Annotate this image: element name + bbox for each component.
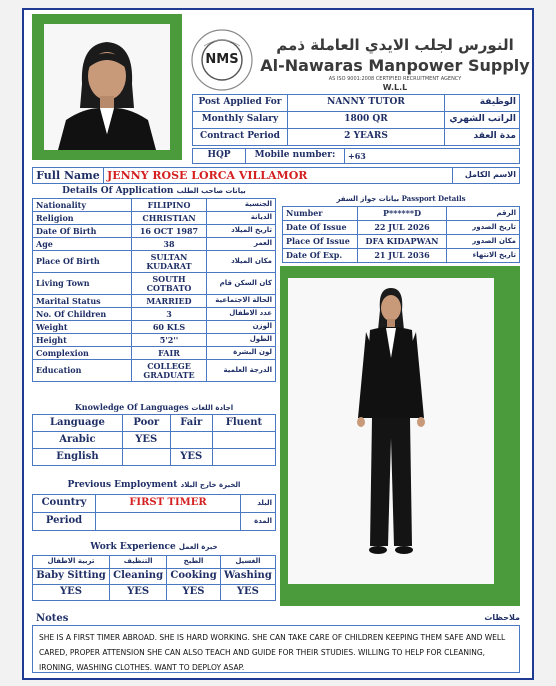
details-label-ar: كان السكن قام [207, 273, 276, 295]
lang-english-poor [122, 449, 170, 466]
exp-ar-washing: الغسيل [220, 556, 275, 569]
details-label-ar: الحالة الاجتماعية [207, 295, 276, 308]
country-label-ar: البلد [241, 495, 276, 513]
full-body-photo [288, 278, 494, 584]
details-label-ar: لون البشرة [207, 347, 276, 360]
lang-header-language: Language [33, 415, 123, 432]
details-row [33, 238, 276, 251]
lang-header-poor: Poor [122, 415, 170, 432]
country-label: Country [33, 495, 96, 513]
company-logo [190, 28, 254, 92]
notes-label-ar: ملاحظات [484, 613, 520, 622]
exp-label-cooking: Cooking [167, 569, 221, 585]
passport-label: Date Of Exp. [283, 249, 358, 263]
contact-table [192, 148, 520, 164]
country-value: FIRST TIMER [96, 495, 241, 513]
passport-label: Date Of Issue [283, 221, 358, 235]
salary-value: 1800 QR [288, 112, 445, 129]
details-value: CHRISTIAN [132, 212, 207, 225]
details-row [33, 295, 276, 308]
details-label-ar: تاريخ الميلاد [207, 225, 276, 238]
details-label: Nationality [33, 199, 132, 212]
lang-header-fluent: Fluent [212, 415, 275, 432]
passport-label: Number [283, 207, 358, 221]
details-value: FAIR [132, 347, 207, 360]
exp-value-washing: YES [220, 585, 275, 601]
details-row [33, 321, 276, 334]
details-row [33, 308, 276, 321]
exp-value-babysitting: YES [33, 585, 110, 601]
experience-table [32, 555, 276, 601]
exp-ar-cleaning: التنظيف [109, 556, 166, 569]
headshot-frame [32, 14, 182, 160]
passport-label-ar: مكان الصدور [447, 235, 520, 249]
details-label-ar: الطول [207, 334, 276, 347]
post-label-ar: الوظيفة [445, 95, 520, 112]
salary-label: Monthly Salary [193, 112, 288, 129]
passport-row [283, 249, 520, 263]
lang-header-fair: Fair [170, 415, 212, 432]
details-value: SOUTH COTBATO [132, 273, 207, 295]
details-row [33, 347, 276, 360]
details-label-ar: العمر [207, 238, 276, 251]
passport-label-ar: الرقم [447, 207, 520, 221]
details-row [33, 225, 276, 238]
details-label: Place Of Birth [33, 251, 132, 273]
details-row [33, 251, 276, 273]
details-table [32, 198, 276, 382]
period-label-ar: المدة [241, 513, 276, 531]
details-label-ar: عدد الاطفال [207, 308, 276, 321]
application-sheet [22, 8, 534, 680]
details-label-ar: الوزن [207, 321, 276, 334]
contract-label: Contract Period [193, 129, 288, 146]
languages-title: Knowledge Of Languages اجادة اللغات [74, 402, 234, 412]
passport-table [282, 206, 520, 263]
details-label: Marital Status [33, 295, 132, 308]
details-value: FILIPINO [132, 199, 207, 212]
details-value: 60 KLS [132, 321, 207, 334]
passport-label: Place Of Issue [283, 235, 358, 249]
details-row [33, 212, 276, 225]
full-name-value: JENNY ROSE LORCA VILLAMOR [104, 168, 453, 184]
logo-text: NMS [205, 52, 239, 67]
details-value: 3 [132, 308, 207, 321]
salary-label-ar: الراتب الشهري [445, 112, 520, 129]
passport-title: بيانات جواز السفر Passport Details [336, 194, 466, 203]
lang-english-fluent [212, 449, 275, 466]
post-label: Post Applied For [193, 95, 288, 112]
passport-value: DFA KIDAPWAN [358, 235, 447, 249]
exp-ar-babysitting: تربية الاطفال [33, 556, 110, 569]
passport-row [283, 221, 520, 235]
company-name-ar: النورس لجلب الايدي العاملة ذمم [276, 36, 514, 54]
full-body-frame [280, 266, 520, 606]
lang-arabic: Arabic [33, 432, 123, 449]
employment-table [32, 494, 276, 531]
details-value: 38 [132, 238, 207, 251]
passport-label-ar: تاريخ الصدور [447, 221, 520, 235]
details-label: Height [33, 334, 132, 347]
exp-label-babysitting: Baby Sitting [33, 569, 110, 585]
exp-value-cleaning: YES [109, 585, 166, 601]
details-label: No. Of Children [33, 308, 132, 321]
exp-ar-cooking: الطبخ [167, 556, 221, 569]
lang-english: English [33, 449, 123, 466]
details-title: Details Of Application بيانات صاحب الطلب [62, 186, 246, 196]
iso-note: AS ISO 9001:2008 CERTIFIED RECRUITMENT AGENCY [328, 76, 462, 82]
notes-text: SHE IS A FIRST TIMER ABROAD. SHE IS HARD WORKING. SHE CAN TAKE CARE OF CHILDREN KEEPING THEM SAFE AND WELL CARED, PROPER ATTENSION SHE CAN ALSO TEACH AND GUIDE FOR THEIR STUDIES. WILLING TO HELP FOR CLEANING, IRONING, WASHING CLOTHES. WANT TO DEPLOY ASAP. [32, 625, 520, 673]
experience-title: Work Experience خبرة العمل [90, 542, 218, 552]
post-value: NANNY TUTOR [288, 95, 445, 112]
details-row [33, 360, 276, 382]
details-row [33, 334, 276, 347]
passport-value: 22 JUL 2026 [358, 221, 447, 235]
details-label: Education [33, 360, 132, 382]
full-name-label-ar: الاسم الكامل [453, 168, 520, 184]
passport-value: P******D [358, 207, 447, 221]
details-label: Age [33, 238, 132, 251]
details-value: MARRIED [132, 295, 207, 308]
details-row [33, 199, 276, 212]
lang-arabic-fluent [212, 432, 275, 449]
passport-value: 21 JUL 2036 [358, 249, 447, 263]
notes-label: Notes [36, 613, 69, 624]
full-name-label: Full Name [33, 168, 104, 184]
hqp-label: HQP [193, 149, 246, 164]
full-name-table [32, 167, 520, 184]
lang-arabic-poor: YES [122, 432, 170, 449]
lang-english-fair: YES [170, 449, 212, 466]
details-label-ar: الدرجة العلمية [207, 360, 276, 382]
lang-arabic-fair [170, 432, 212, 449]
details-label: Weight [33, 321, 132, 334]
details-label-ar: مكان الميلاد [207, 251, 276, 273]
period-value [96, 513, 241, 531]
details-value: 16 OCT 1987 [132, 225, 207, 238]
exp-label-cleaning: Cleaning [109, 569, 166, 585]
contract-value: 2 YEARS [288, 129, 445, 146]
mobile-label: Mobile number: [246, 149, 345, 164]
details-label-ar: الجنسية [207, 199, 276, 212]
contract-label-ar: مدة العقد [445, 129, 520, 146]
details-value: 5'2'' [132, 334, 207, 347]
details-value: SULTAN KUDARAT [132, 251, 207, 273]
period-label: Period [33, 513, 96, 531]
details-label: Living Town [33, 273, 132, 295]
mobile-value: +63 [345, 149, 520, 164]
exp-label-washing: Washing [220, 569, 275, 585]
details-label: Complexion [33, 347, 132, 360]
passport-row [283, 207, 520, 221]
details-label: Religion [33, 212, 132, 225]
employment-title: Previous Employment الخبرة خارج البلاد [67, 480, 241, 490]
job-table [192, 94, 520, 146]
headshot-photo [44, 24, 170, 150]
languages-table [32, 414, 276, 466]
details-row [33, 273, 276, 295]
exp-value-cooking: YES [167, 585, 221, 601]
details-value: COLLEGE GRADUATE [132, 360, 207, 382]
company-name-en: Al-Nawaras Manpower Supply W.L.L [260, 56, 530, 92]
passport-label-ar: تاريخ الانتهاء [447, 249, 520, 263]
details-label: Date Of Birth [33, 225, 132, 238]
passport-row [283, 235, 520, 249]
details-label-ar: الديانة [207, 212, 276, 225]
